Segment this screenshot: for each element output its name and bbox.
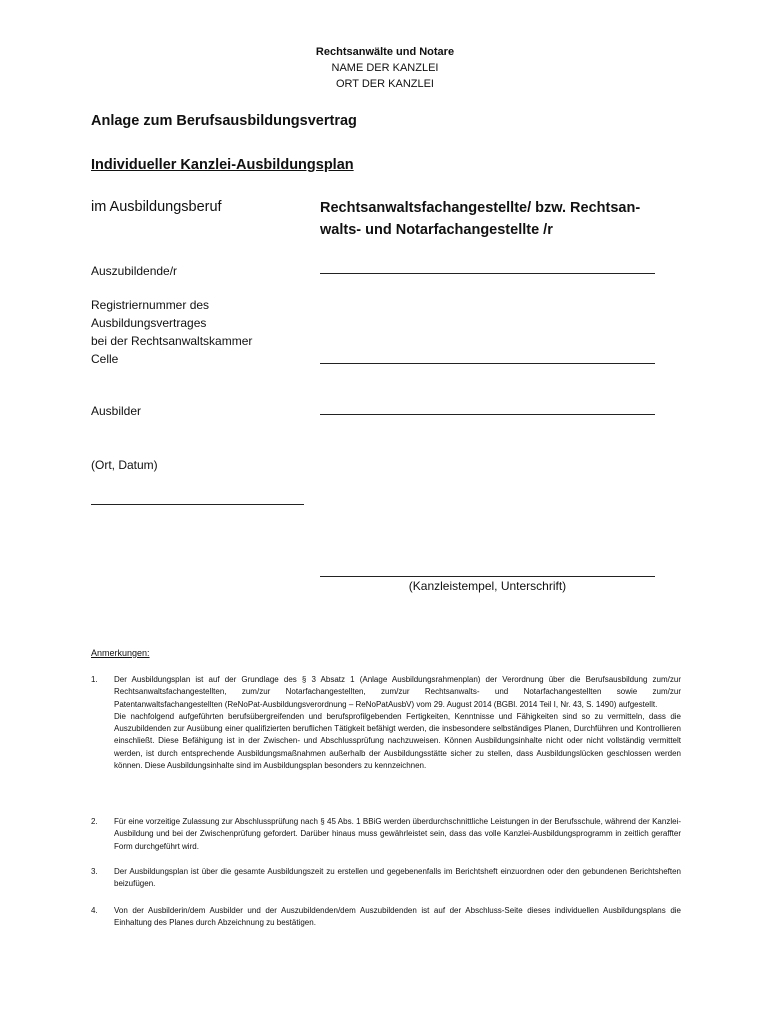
letterhead	[0, 44, 770, 92]
note-item	[91, 905, 681, 930]
occupation-label: im Ausbildungsberuf	[91, 199, 222, 215]
note-text	[114, 905, 681, 930]
place-date-line[interactable]	[91, 504, 304, 505]
registration-label-line-2: Ausbildungsvertrages	[91, 316, 207, 330]
note-text	[114, 816, 681, 853]
stamp-signature-line[interactable]	[320, 576, 655, 577]
note-text	[114, 866, 681, 891]
trainee-label: Auszubildende/r	[91, 264, 178, 278]
note-number: 1.	[91, 675, 98, 684]
registration-label-line-3: bei der Rechtsanwaltskammer	[91, 334, 253, 348]
trainee-signature-line[interactable]	[320, 273, 655, 274]
note-item	[91, 816, 681, 853]
firm-location: ORT DER KANZLEI	[335, 78, 434, 90]
trainer-label: Ausbilder	[91, 404, 142, 418]
document-title: Anlage zum Berufsausbildungsvertrag	[91, 113, 357, 129]
note-number: 2.	[91, 817, 98, 826]
registration-number-line[interactable]	[320, 363, 655, 364]
note-item	[91, 866, 681, 891]
registration-label-line-4: Celle	[91, 352, 119, 366]
note-paragraph: Für eine vorzeitige Zulassung zur Abschlussprüfung nach § 45 Abs. 1 BBiG werden überdurchschnittliche Leistungen in der Berufsschule, während der Kanzlei-Ausbildung und bei der Zwischenprüfung gefordert. Darüber hinaus muss gewährleistet sein, dass das volle Kanzlei-Ausbildungsprogramm in zeitlich geraffter Form durchgeführt wird.	[114, 817, 681, 851]
note-paragraph: Der Ausbildungsplan ist auf der Grundlage des § 3 Absatz 1 (Anlage Ausbildungsrahmenplan) der Verordnung über die Berufsausbildung zum/zur Rechtsanwaltsfachangestellten, zum/zur Notarfachangestellten, zum/zur Rechtsanwalts- und Notarfachangestellten sowie zum/zur Patentanwaltsfachangestellten (ReNoPat-Ausbildungsverordnung – ReNoPatAusbV) vom 29. August 2014 (BGBl. 2014 Teil I, Nr. 43, S. 1490) aufgestellt.	[114, 675, 681, 709]
note-paragraph: Der Ausbildungsplan ist über die gesamte Ausbildungszeit zu erstellen und gegebenenfalls im Berichtsheft einzuordnen oder den gebundenen Berichtsheften beizufügen.	[114, 867, 681, 889]
registration-label	[91, 296, 252, 368]
occupation-line-1: Rechtsanwaltsfachangestellte/ bzw. Rechtsan-	[320, 200, 641, 216]
firm-name: NAME DER KANZLEI	[331, 62, 439, 74]
firm-type: Rechtsanwälte und Notare	[315, 46, 455, 58]
note-number: 4.	[91, 906, 98, 915]
trainer-line[interactable]	[320, 414, 655, 415]
note-paragraph: Die nachfolgend aufgeführten berufsübergreifenden und berufsprofilgebenden Fertigkeiten, Kenntnisse und Fähigkeiten sind so zu vermitteln, dass die Auszubildenden zur Ausübung einer qualifizierten beruflichen Tätigkeit befähigt werden, die insbesondere selbständiges Planen, Durchführen und Kontrollieren einschließt. Diese Befähigung ist in der Zwischen- und Abschlussprüfung nachzuweisen. Können Ausbildungsinhalte nicht oder nicht vollständig vermittelt werden, ist durch entsprechende Ausbildungsmaßnahmen außerhalb der Ausbildungsstätte sicher zu stellen, dass Ausbildungslücken geschlossen werden können. Diese Ausbildungsinhalte sind im Ausbildungsplan besonders zu kennzeichnen.	[114, 711, 681, 771]
notes-heading: Anmerkungen:	[91, 648, 150, 658]
note-text	[114, 674, 681, 772]
stamp-signature-label: (Kanzleistempel, Unterschrift)	[408, 579, 567, 593]
occupation-line-2: walts- und Notarfachangestellte /r	[320, 222, 553, 238]
place-date-label: (Ort, Datum)	[91, 458, 158, 472]
note-item	[91, 674, 681, 772]
document-subtitle: Individueller Kanzlei-Ausbildungsplan	[91, 157, 354, 173]
occupation-value	[320, 197, 680, 241]
registration-label-line-1: Registriernummer des	[91, 298, 210, 312]
note-paragraph: Von der Ausbilderin/dem Ausbilder und der Auszubildenden/dem Auszubildenden ist auf der Abschluss-Seite dieses individuellen Ausbildungsplans die Einhaltung des Planes durch Abzeichnung zu bestätigen.	[114, 906, 681, 928]
note-number: 3.	[91, 867, 98, 876]
